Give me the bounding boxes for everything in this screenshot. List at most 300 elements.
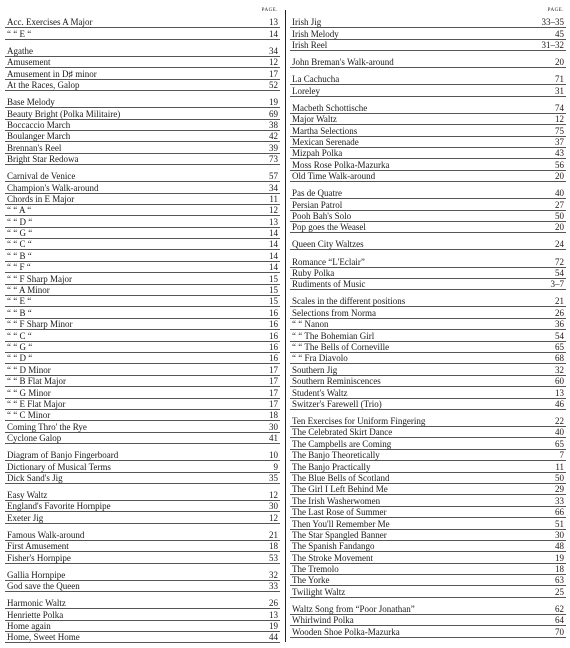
entry-page-number: 26 [269,598,278,609]
entry-title: Fisher's Hornpipe [7,552,71,563]
index-entry [5,285,280,296]
entry-page-number: 14 [269,28,278,39]
index-entry [290,159,566,170]
entry-title: “ “ F Sharp Major [7,273,72,284]
index-entry [5,609,280,620]
entry-page-number: 3–7 [550,279,564,290]
entry-title: The Tremolo [292,564,339,575]
entry-title: Acc. Exercises A Major [7,17,93,28]
entry-page-number: 40 [555,427,564,438]
index-entry [290,484,566,495]
entry-title: Martha Selections [292,125,358,136]
entry-page-number: 18 [555,564,564,575]
index-entry [5,296,280,307]
entry-title: “ “ E “ [7,296,32,307]
entry-page-number: 70 [555,626,564,637]
entry-page-number: 48 [555,541,564,552]
index-entry [290,626,566,637]
entry-page-number: 13 [269,17,278,28]
index-entry [5,194,280,205]
index-entry [290,222,566,233]
entry-page-number: 30 [269,501,278,512]
entry-page-number: 33–35 [541,17,564,28]
index-entry [290,364,566,375]
entry-page-number: 51 [555,518,564,529]
index-entry [290,473,566,484]
entry-title: Wooden Shoe Polka-Mazurka [292,626,400,637]
entry-page-number: 72 [555,256,564,267]
entry-page-number: 54 [555,267,564,278]
entry-title: “ “ B “ [7,250,32,261]
index-entry [5,598,280,609]
entry-title: Home again [7,621,51,632]
index-entry [290,307,566,318]
index-entry [5,399,280,410]
entry-page-number: 45 [555,28,564,39]
page-column-header [5,8,280,17]
entry-title: “ “ The Bohemian Girl [292,330,375,341]
entry-page-number: 11 [555,461,564,472]
page-column-header [290,8,566,17]
index-entry [5,450,280,461]
entry-title: Irish Jig [292,17,322,28]
entry-page-number: 7 [559,450,564,461]
entry-title: Major Waltz [292,114,337,125]
index-entry [5,376,280,387]
entry-title: Romance “L'Eclair” [292,256,365,267]
entry-page-number: 12 [269,490,278,501]
entry-title: Carnival de Venice [7,171,76,182]
entry-page-number: 16 [269,353,278,364]
entry-title: The Girl I Left Behind Me [292,484,388,495]
entry-title: “ “ Fra Diavolo [292,353,348,364]
entry-title: Gallia Hornpipe [7,569,66,580]
index-entry [5,342,280,353]
entry-title: Twilight Waltz [292,586,346,597]
entry-title: “ “ Nanon [292,319,329,330]
index-entry [5,17,280,28]
entry-page-number: 13 [269,609,278,620]
entry-title: Henriette Polka [7,609,64,620]
index-entry [290,615,566,626]
index-entry [290,239,566,250]
entry-page-number: 46 [555,398,564,409]
entry-page-number: 68 [555,353,564,364]
entry-page-number: 16 [269,330,278,341]
entry-page-number: 65 [555,438,564,449]
entry-title: Then You'll Remember Me [292,518,390,529]
index-entry [5,250,280,261]
index-entry [290,530,566,541]
entry-page-number: 50 [555,211,564,221]
index-entry [5,307,280,318]
entry-page-number: 35 [269,472,278,483]
index-entry [5,216,280,227]
entry-page-number: 18 [269,541,278,552]
index-entry [5,581,280,592]
entry-page-number: 44 [269,632,278,643]
entry-title: “ “ F “ [7,262,31,273]
entry-title: Boccaccio March [7,119,71,130]
index-entry [290,450,566,461]
entry-title: The Star Spangled Banner [292,529,387,540]
entry-title: The Last Rose of Summer [292,507,387,518]
index-entry [290,416,566,427]
entry-page-number: 65 [555,341,564,352]
entry-page-number: 14 [269,262,278,273]
index-entry [290,279,566,290]
index-entry [290,461,566,472]
entry-page-number: 17 [269,387,278,398]
index-entry [5,461,280,472]
index-entry [5,632,280,643]
entry-page-number: 69 [269,108,278,119]
entry-page-number: 12 [269,512,278,523]
index-entry [5,205,280,216]
entry-title: Macbeth Schottische [292,102,368,113]
page-label: PAGE. [547,8,564,13]
page-label: PAGE. [261,8,278,13]
entry-title: Mizpah Polka [292,148,343,159]
entry-title: Beauty Bright (Polka Militaire) [7,108,121,119]
entry-page-number: 20 [555,171,564,182]
index-entry [290,330,566,341]
entry-title: “ “ G Minor [7,387,51,398]
entry-title: Champion's Walk-around [7,182,99,193]
entry-page-number: 18 [269,410,278,421]
index-entry [290,541,566,552]
entry-title: La Cachucha [292,74,340,85]
entry-title: Harmonic Waltz [7,598,66,609]
index-entry [5,45,280,56]
entry-title: Cyclone Galop [7,433,62,444]
index-entry [5,108,280,119]
entry-title: Ten Exercises for Uniform Fingering [292,416,426,426]
index-entry [5,142,280,153]
entry-title: Rudiments of Music [292,279,366,290]
index-entry [5,569,280,580]
entry-page-number: 71 [555,74,564,85]
entry-page-number: 15 [269,273,278,284]
index-entry [290,319,566,330]
entry-list [5,17,280,643]
entry-title: “ “ D Minor [7,364,51,375]
index-entry [5,262,280,273]
entry-page-number: 74 [555,102,564,113]
entry-title: Boulanger March [7,131,71,142]
index-entry [290,342,566,353]
entry-title: “ “ G “ [7,228,33,239]
index-entry [290,148,566,159]
index-entry [5,120,280,131]
entry-page-number: 57 [269,171,278,182]
index-entry [5,512,280,523]
index-entry [290,85,566,96]
entry-title: The Campbells are Coming [292,438,392,449]
entry-page-number: 30 [269,421,278,432]
index-entry [290,17,566,28]
entry-title: “ “ E Flat Major [7,398,66,409]
index-entry [5,57,280,68]
entry-page-number: 62 [555,603,564,614]
index-entry [5,171,280,182]
index-entry [290,552,566,563]
entry-page-number: 34 [269,182,278,193]
index-entry [5,330,280,341]
index-entry [5,387,280,398]
index-entry [5,410,280,421]
index-entry [290,518,566,529]
entry-page-number: 63 [555,575,564,586]
entry-page-number: 14 [269,228,278,239]
entry-title: Pop goes the Weasel [292,222,366,233]
index-entry [5,68,280,79]
entry-title: Switzer's Farewell (Trio) [292,398,382,409]
entry-title: Easy Waltz [7,490,48,501]
entry-page-number: 25 [555,586,564,597]
index-entry [5,319,280,330]
entry-page-number: 13 [269,216,278,227]
entry-page-number: 36 [555,319,564,330]
index-entry [290,188,566,199]
entry-page-number: 12 [269,57,278,68]
entry-page-number: 15 [269,296,278,307]
index-entry [290,296,566,307]
entry-page-number: 31 [555,85,564,96]
index-entry [290,564,566,575]
index-entry [290,387,566,398]
column-divider [285,10,286,642]
index-entry [290,114,566,125]
entry-title: Agathe [7,45,33,56]
entry-title: Queen City Waltzes [292,239,364,250]
entry-page-number: 17 [269,376,278,387]
entry-title: “ “ D “ [7,216,33,227]
entry-title: Old Time Walk-around [292,171,376,182]
entry-title: England's Favorite Hornpipe [7,501,111,512]
entry-page-number: 19 [555,552,564,563]
index-entry [290,102,566,113]
index-entry [290,438,566,449]
entry-title: Dick Sand's Jig [7,472,63,483]
index-entry [5,552,280,563]
entry-title: The Celebrated Skirt Dance [292,427,393,438]
entry-page-number: 33 [555,495,564,506]
entry-title: The Irish Washerwomen [292,495,381,506]
entry-page-number: 54 [555,330,564,341]
entry-title: John Breman's Walk-around [292,57,394,68]
entry-title: “ “ C “ [7,330,32,341]
entry-title: Selections from Norma [292,307,376,318]
index-entry [5,154,280,165]
entry-title: Brennan's Reel [7,142,62,153]
index-entry [290,74,566,85]
entry-title: Diagram of Banjo Fingerboard [7,450,119,461]
entry-page-number: 31–32 [541,40,564,51]
entry-title: Base Melody [7,97,55,108]
entry-page-number: 56 [555,159,564,170]
entry-page-number: 38 [269,119,278,130]
index-entry [5,228,280,239]
index-entry [290,604,566,615]
index-entry [290,256,566,267]
entry-page-number: 17 [269,364,278,375]
entry-title: Pas de Quatre [292,188,342,199]
entry-title: “ “ C Minor [7,410,51,421]
index-entry [290,495,566,506]
index-entry [5,364,280,375]
entry-page-number: 14 [269,239,278,250]
entry-page-number: 13 [555,387,564,398]
entry-title: Moss Rose Polka-Mazurka [292,159,390,170]
entry-title: “ “ F Sharp Minor [7,319,73,330]
entry-title: Southern Reminiscences [292,376,381,387]
entry-title: The Blue Bells of Scotland [292,472,390,483]
entry-page-number: 21 [555,296,564,307]
entry-title: “ “ A “ [7,205,32,216]
entry-page-number: 24 [555,239,564,250]
entry-title: Mexican Serenade [292,136,359,147]
entry-page-number: 26 [555,307,564,318]
entry-title: At the Races, Galop [7,80,80,91]
entry-page-number: 9 [273,461,278,472]
index-entry [290,40,566,51]
entry-page-number: 60 [555,376,564,387]
index-entry [290,586,566,597]
entry-page-number: 64 [555,615,564,626]
entry-page-number: 17 [269,398,278,409]
entry-page-number: 29 [555,484,564,495]
entry-page-number: 16 [269,342,278,352]
index-entry [290,211,566,222]
entry-page-number: 37 [555,136,564,147]
entry-page-number: 17 [269,68,278,79]
entry-page-number: 12 [269,205,278,216]
entry-title: The Spanish Fandango [292,541,375,552]
entry-title: Irish Reel [292,40,328,51]
entry-page-number: 30 [555,529,564,540]
index-entry [5,421,280,432]
entry-title: Bright Star Redowa [7,154,79,165]
entry-title: Coming Thro' the Rye [7,421,87,432]
index-entry [5,28,280,39]
entry-title: Student's Waltz [292,387,348,398]
index-entry [290,137,566,148]
index-entry [5,97,280,108]
index-entry [290,353,566,364]
entry-title: “ “ G “ [7,342,33,352]
entry-page-number: 14 [269,250,278,261]
entry-title: “ “ The Bells of Corneville [292,341,390,352]
index-entry [5,541,280,552]
entry-title: The Banjo Practically [292,461,371,472]
entry-title: “ “ D “ [7,353,33,364]
entry-page-number: 32 [269,569,278,580]
index-column-left [5,8,280,643]
entry-page-number: 53 [269,552,278,563]
entry-page-number: 27 [555,199,564,210]
entry-title: God save the Queen [7,581,80,592]
entry-title: Home, Sweet Home [7,632,80,643]
entry-page-number: 41 [269,433,278,444]
entry-page-number: 66 [555,507,564,518]
index-entry [290,125,566,136]
entry-title: The Stroke Movement [292,552,373,563]
index-entry [5,80,280,91]
entry-title: Famous Walk-around [7,529,85,540]
index-entry [5,501,280,512]
index-entry [5,273,280,284]
entry-page-number: 75 [555,125,564,136]
entry-title: Loreley [292,85,320,96]
index-entry [290,399,566,410]
index-entry [290,171,566,182]
index-entry [290,507,566,518]
entry-page-number: 20 [555,222,564,233]
index-entry [5,239,280,250]
entry-title: “ “ A Minor [7,285,50,296]
entry-page-number: 39 [269,142,278,153]
index-entry [5,353,280,364]
entry-title: “ “ E “ [7,28,32,39]
entry-page-number: 32 [555,364,564,375]
entry-page-number: 11 [269,193,278,204]
entry-page-number: 42 [269,131,278,142]
entry-page-number: 50 [555,472,564,483]
entry-title: Scales in the different positions [292,296,406,307]
entry-title: “ “ B Flat Major [7,376,66,387]
index-entry [290,376,566,387]
index-entry [290,57,566,68]
entry-title: “ “ C “ [7,239,32,250]
entry-page-number: 16 [269,319,278,330]
entry-page-number: 33 [269,581,278,592]
entry-page-number: 16 [269,307,278,318]
entry-title: “ “ B “ [7,307,32,318]
entry-page-number: 34 [269,45,278,56]
index-entry [5,473,280,484]
entry-title: Pooh Bah's Solo [292,211,352,221]
entry-title: Amusement [7,57,51,68]
index-entry [290,575,566,586]
entry-title: The Yorke [292,575,330,586]
entry-title: Amusement in D♯ minor [7,68,97,79]
index-entry [290,427,566,438]
entry-title: The Banjo Theoretically [292,450,380,461]
entry-page-number: 21 [269,529,278,540]
index-entry [290,199,566,210]
entry-title: Southern Jig [292,364,338,375]
entry-page-number: 40 [555,188,564,199]
index-entry [5,182,280,193]
entry-page-number: 19 [269,97,278,108]
entry-list [290,17,566,638]
entry-title: Chords in E Major [7,193,75,204]
entry-page-number: 43 [555,148,564,159]
entry-title: Persian Patrol [292,199,343,210]
index-entry [5,433,280,444]
entry-page-number: 12 [555,114,564,125]
entry-page-number: 10 [269,450,278,461]
index-entry [5,530,280,541]
index-entry [5,621,280,632]
entry-title: Ruby Polka [292,267,335,278]
index-entry [5,131,280,142]
index-entry [5,490,280,501]
index-entry [290,268,566,279]
entry-title: Irish Melody [292,28,339,39]
entry-page-number: 22 [555,416,564,426]
